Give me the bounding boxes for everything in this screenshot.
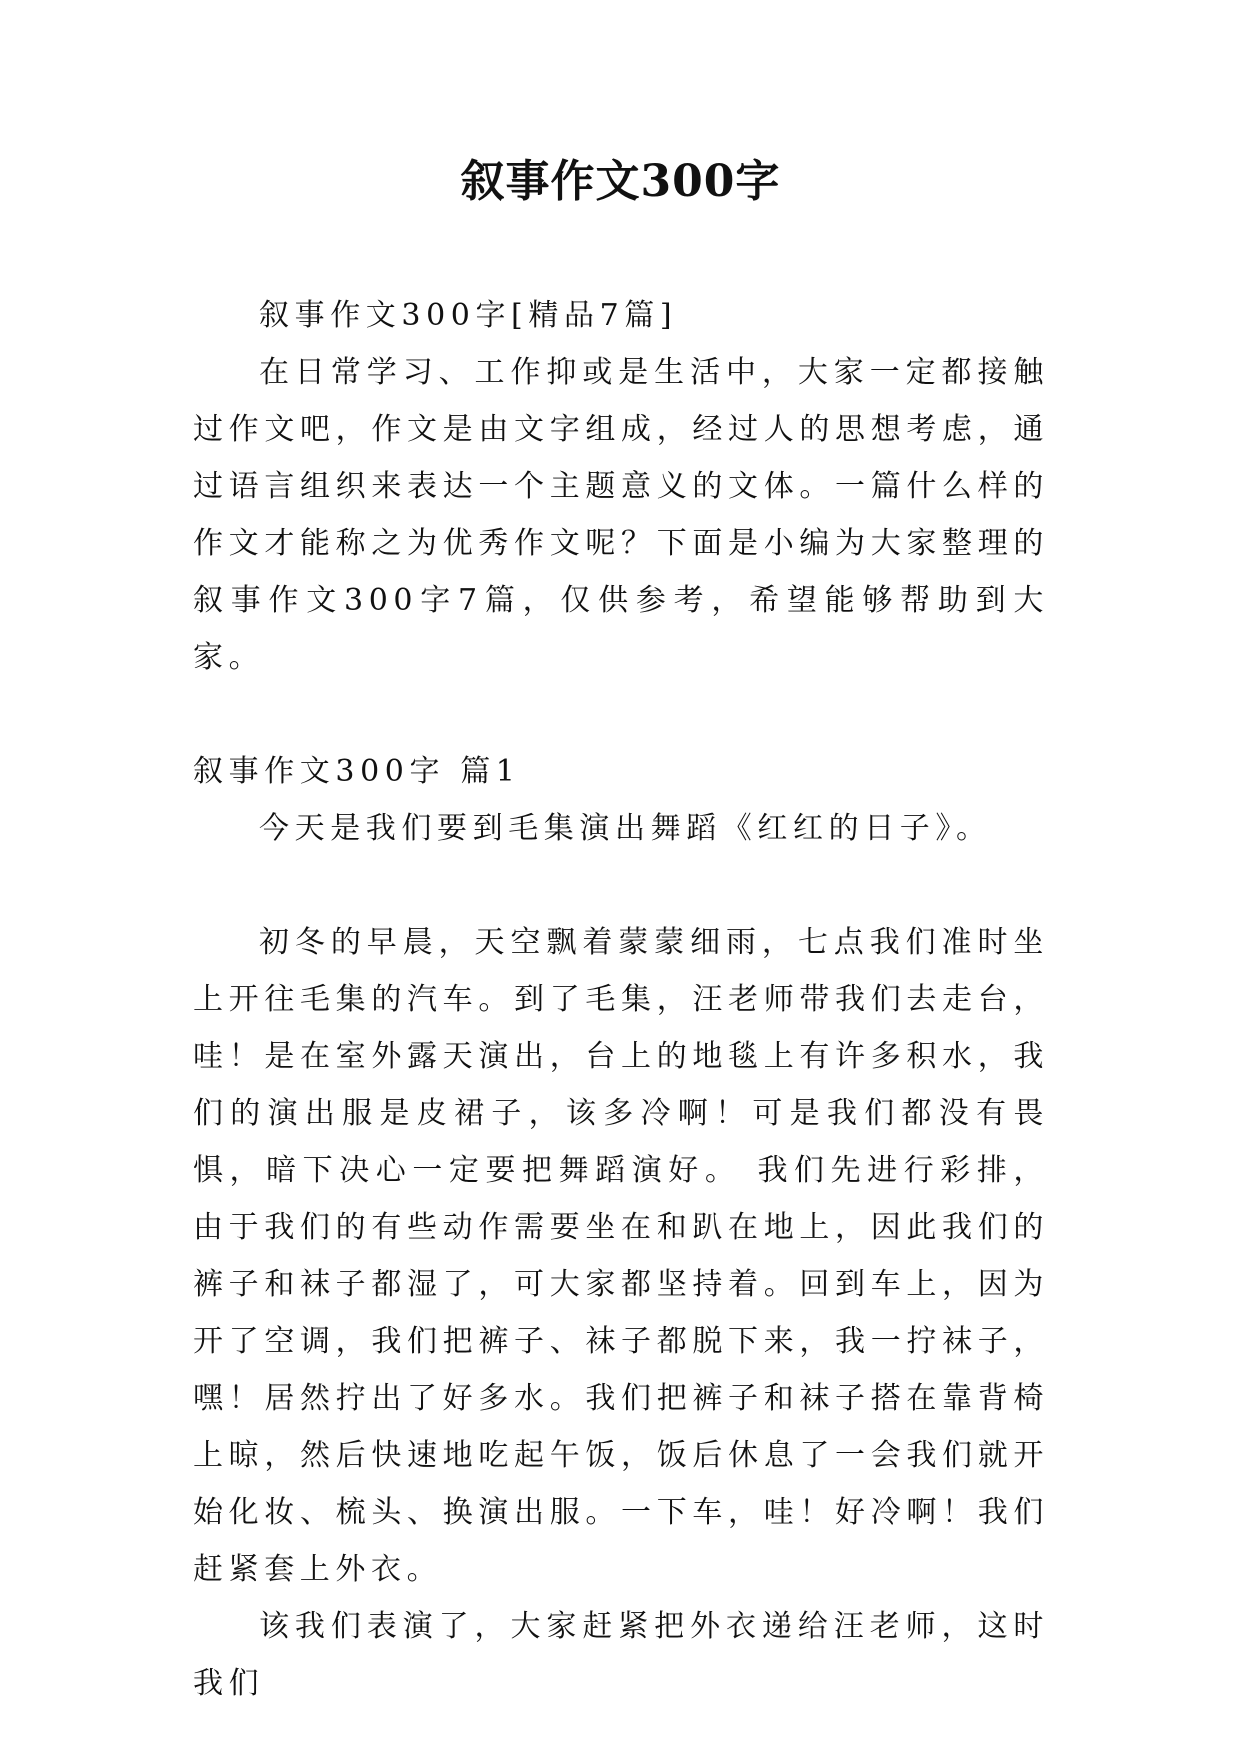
paragraph-spacer (193, 857, 1049, 914)
paragraph-spacer (193, 686, 1049, 743)
document-body (193, 287, 1049, 1712)
document-subtitle: 叙事作文300字[精品7篇] (259, 298, 678, 333)
intro-paragraph: 在日常学习、工作抑或是生活中，大家一定都接触过作文吧，作文是由文字组成，经过人的思想考虑，通过语言组织来表达一个主题意义的文体。一篇什么样的作文才能称之为优秀作文呢？下面是小编为大家整理的叙事作文300字7篇，仅供参考，希望能够帮助到大家。 (193, 355, 1049, 675)
document-title: 叙事作文300字 (460, 156, 781, 207)
body-paragraph: 初冬的早晨，天空飘着蒙蒙细雨，七点我们准时坐上开往毛集的汽车。到了毛集，汪老师带我们去走台，哇！是在室外露天演出，台上的地毯上有许多积水，我们的演出服是皮裙子，该多冷啊！可是我们都没有畏惧，暗下决心一定要把舞蹈演好。 我们先进行彩排，由于我们的有些动作需要坐在和趴在地上，因此我们的裤子和袜子都湿了，可大家都坚持着。回到车上，因为开了空调，我们把裤子、袜子都脱下来，我一拧袜子，嘿！居然拧出了好多水。我们把裤子和袜子搭在靠背椅上晾，然后快速地吃起午饭，饭后休息了一会我们就开始化妆、梳头、换演出服。一下车，哇！好冷啊！我们赶紧套上外衣。 (193, 925, 1049, 1587)
body-paragraph: 今天是我们要到毛集演出舞蹈《红红的日子》。 (259, 811, 992, 846)
section-heading: 叙事作文300字 篇1 (193, 754, 521, 789)
body-paragraph: 该我们表演了，大家赶紧把外衣递给汪老师，这时我们 (193, 1609, 1049, 1701)
